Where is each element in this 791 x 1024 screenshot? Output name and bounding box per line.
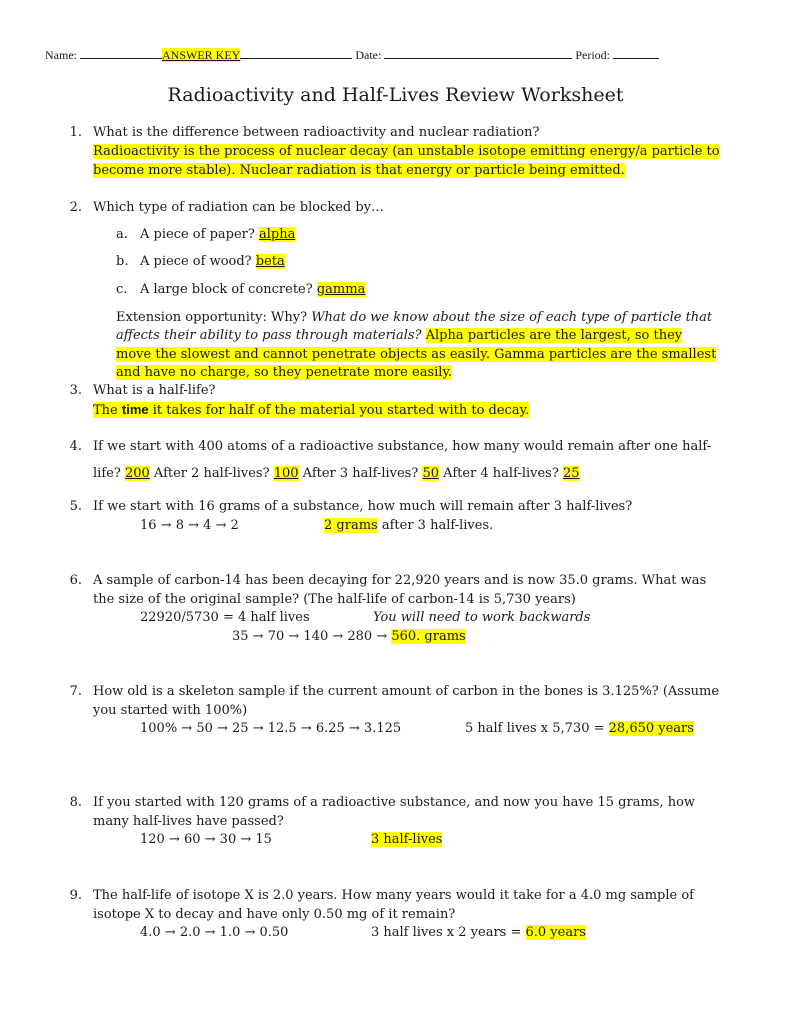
q2a-text: A piece of paper? (140, 227, 255, 242)
q6-work2-row (232, 629, 466, 644)
q2c-answer: gamma (316, 282, 366, 297)
q4-number: 4. (69, 439, 82, 454)
q2-number: 2. (69, 200, 82, 215)
q5-number: 5. (69, 499, 82, 514)
q2-extension-answer3: and have no charge, so they penetrate more easily. (116, 365, 453, 380)
q1-number: 1. (69, 125, 82, 140)
q2b-answer: beta (255, 254, 285, 269)
q6-answer: 560. grams (391, 629, 466, 644)
q2b-item (116, 254, 285, 269)
q5-answer-suffix: after 3 half-lives. (381, 518, 494, 533)
q7-work: 100% → 50 → 25 → 12.5 → 6.25 → 3.125 (140, 721, 402, 736)
q8-number: 8. (69, 795, 82, 810)
name-label: Name: (45, 48, 77, 62)
page-title: Radioactivity and Half-Lives Review Worksheet (167, 84, 624, 106)
q5-question: If we start with 16 grams of a substance, how much will remain after 3 half-lives? (93, 499, 633, 514)
answer-key-label: ANSWER KEY (162, 48, 241, 62)
q2-question: Which type of radiation can be blocked by… (93, 200, 385, 215)
q3-answer-pre: The (93, 403, 118, 418)
q1-answer-line1: Radioactivity is the process of nuclear decay (an unstable isotope emitting energy/a particle to (93, 144, 720, 159)
q2-extension-line2 (116, 328, 682, 343)
q9-answer: 6.0 years (525, 925, 586, 940)
q2-extension-answer1: Alpha particles are the largest, so they (425, 328, 683, 343)
q3-answer (93, 402, 529, 418)
date-line (384, 47, 572, 59)
q4-question-line1: If we start with 400 atoms of a radioactive substance, how many would remain after one half- (93, 439, 712, 454)
period-line (613, 47, 659, 59)
q2b-text: A piece of wood? (140, 254, 252, 269)
q2a-answer: alpha (258, 227, 296, 242)
q9-calc-row (371, 925, 586, 940)
header-row (45, 47, 659, 63)
date-label: Date: (355, 48, 382, 62)
q2-extension-question1: What do we know about the size of each type of particle that (311, 310, 713, 325)
q3-answer-bold: time (121, 402, 149, 417)
q7-answer: 28,650 years (608, 721, 694, 736)
name-line-right (240, 47, 352, 59)
q1-answer-line2: become more stable). Nuclear radiation is that energy or particle being emitted. (93, 163, 625, 178)
q7-question-line1: How old is a skeleton sample if the current amount of carbon in the bones is 3.125%? (Assume (93, 684, 720, 699)
q4-prompt4: After 4 half-lives? (443, 466, 559, 481)
q5-answer-row (324, 518, 493, 533)
q7-question-line2: you started with 100%) (93, 703, 248, 718)
q4-answer3: 50 (422, 466, 440, 481)
q2-extension-question2: affects their ability to pass through materials? (116, 328, 422, 343)
q4-prompt3: After 3 half-lives? (302, 466, 419, 481)
q9-question-line1: The half-life of isotope X is 2.0 years. How many years would it take for a 4.0 mg sample of (93, 888, 694, 903)
q3-question: What is a half-life? (93, 383, 216, 398)
q2-extension-line1 (116, 310, 712, 325)
q3-number: 3. (69, 383, 82, 398)
q8-answer: 3 half-lives (371, 832, 443, 847)
q6-work1: 22920/5730 = 4 half lives (140, 610, 310, 625)
q7-calc: 5 half lives x 5,730 = (465, 721, 605, 736)
q2a-letter: a. (116, 227, 128, 242)
q6-number: 6. (69, 573, 82, 588)
q9-calc: 3 half lives x 2 years = (371, 925, 522, 940)
q2c-text: A large block of concrete? (140, 282, 313, 297)
q7-number: 7. (69, 684, 82, 699)
q6-work2: 35 → 70 → 140 → 280 → (232, 629, 388, 644)
q2b-letter: b. (116, 254, 129, 269)
q1-question: What is the difference between radioactivity and nuclear radiation? (93, 125, 540, 140)
q6-question-line2: the size of the original sample? (The half-life of carbon-14 is 5,730 years) (93, 592, 576, 607)
q8-question-line1: If you started with 120 grams of a radioactive substance, and now you have 15 grams, how (93, 795, 696, 810)
q3-answer-post: it takes for half of the material you started with to decay. (152, 403, 530, 418)
q2-extension-label: Extension opportunity: Why? (116, 310, 308, 325)
q4-prompt2: After 2 half-lives? (153, 466, 270, 481)
period-label: Period: (575, 48, 610, 62)
q4-answer2: 100 (273, 466, 299, 481)
q9-question-line2: isotope X to decay and have only 0.50 mg of it remain? (93, 907, 456, 922)
q5-work: 16 → 8 → 4 → 2 (140, 518, 239, 533)
q4-answer4: 25 (562, 466, 580, 481)
q4-answer1: 200 (124, 466, 150, 481)
q7-calc-row (465, 721, 694, 736)
q9-work: 4.0 → 2.0 → 1.0 → 0.50 (140, 925, 289, 940)
q6-hint: You will need to work backwards (373, 610, 591, 625)
name-line-left (80, 47, 162, 59)
q2-extension-answer2: move the slowest and cannot penetrate objects as easily. Gamma particles are the smallest (116, 347, 717, 362)
q8-work: 120 → 60 → 30 → 15 (140, 832, 272, 847)
q2a-item (116, 227, 295, 242)
q8-question-line2: many half-lives have passed? (93, 814, 284, 829)
q9-number: 9. (69, 888, 82, 903)
q4-question-line2 (93, 466, 580, 481)
q5-answer: 2 grams (324, 518, 378, 533)
q6-question-line1: A sample of carbon-14 has been decaying for 22,920 years and is now 35.0 grams. What was (93, 573, 707, 588)
q2c-item (116, 282, 365, 297)
q4-prompt1: life? (93, 466, 121, 481)
q2c-letter: c. (116, 282, 128, 297)
